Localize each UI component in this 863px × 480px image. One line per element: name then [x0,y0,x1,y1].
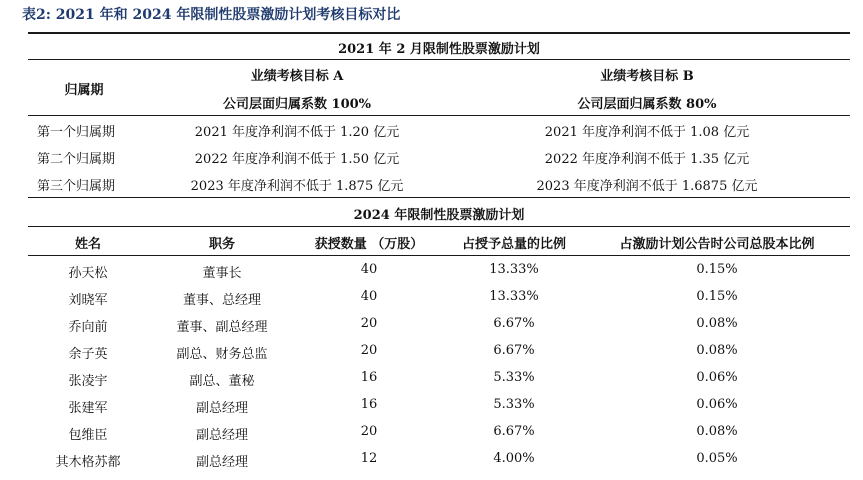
quantity-cell: 20 [360,316,378,331]
table-caption: 表2: 2021 年和 2024 年限制性股票激励计划考核目标对比 [22,7,401,23]
name-cell: 孙天松 [68,266,108,281]
grant-ratio-cell: 6.67% [493,343,535,358]
name-cell: 张凌宇 [68,374,108,389]
grant-ratio-cell: 13.33% [489,262,539,277]
role-cell: 副总经理 [195,455,249,470]
grant-ratio-cell: 5.33% [493,370,535,385]
rule-under-plan2024-title [28,226,850,227]
period-header: 归属期 [64,83,104,98]
total-share-ratio-cell: 0.15% [696,262,738,277]
name-cell: 其木格苏都 [55,455,121,470]
target-b-subheader: 公司层面归属系数 80% [577,97,717,112]
grant-ratio-cell: 13.33% [489,289,539,304]
top-rule [28,32,850,34]
role-cell: 副总经理 [195,428,249,443]
rule-under-plan2021-title [28,59,850,60]
period-cell: 第二个归属期 [37,152,116,167]
name-cell: 余子英 [68,347,108,362]
target-a-header: 业绩考核目标 A [250,69,344,84]
target-b-cell: 2022 年度净利润不低于 1.35 亿元 [544,152,750,167]
role-cell: 董事、副总经理 [176,320,268,335]
col-header-grant-ratio: 占授予总量的比例 [461,237,567,252]
quantity-cell: 20 [360,424,378,439]
total-share-ratio-cell: 0.05% [696,451,738,466]
role-cell: 副总经理 [195,401,249,416]
target-a-cell: 2022 年度净利润不低于 1.50 亿元 [194,152,400,167]
plan2021-title: 2021 年 2 月限制性股票激励计划 [338,42,540,57]
target-a-cell: 2023 年度净利润不低于 1.875 亿元 [190,179,404,194]
grant-ratio-cell: 5.33% [493,397,535,412]
period-cell: 第一个归属期 [37,125,116,140]
quantity-cell: 20 [360,343,378,358]
col-header-role: 职务 [208,237,236,252]
rule-above-plan2024-title [28,197,850,198]
quantity-cell: 40 [360,262,378,277]
grant-ratio-cell: 6.67% [493,316,535,331]
role-cell: 董事、总经理 [182,293,262,308]
name-cell: 张建军 [68,401,108,416]
quantity-cell: 16 [360,397,378,412]
grant-ratio-cell: 6.67% [493,424,535,439]
quantity-cell: 12 [360,451,378,466]
target-a-cell: 2021 年度净利润不低于 1.20 亿元 [194,125,400,140]
grant-ratio-cell: 4.00% [493,451,535,466]
col-header-quantity: 获授数量 （万股） [314,237,424,252]
quantity-cell: 40 [360,289,378,304]
quantity-cell: 16 [360,370,378,385]
total-share-ratio-cell: 0.15% [696,289,738,304]
total-share-ratio-cell: 0.08% [696,316,738,331]
total-share-ratio-cell: 0.08% [696,424,738,439]
name-cell: 乔向前 [68,320,108,335]
period-cell: 第三个归属期 [37,179,116,194]
role-cell: 董事长 [202,266,242,281]
rule-under-plan2024-header [28,255,850,256]
name-cell: 刘晓军 [68,293,108,308]
role-cell: 副总、财务总监 [176,347,268,362]
total-share-ratio-cell: 0.08% [696,343,738,358]
role-cell: 副总、董秘 [189,374,255,389]
total-share-ratio-cell: 0.06% [696,397,738,412]
name-cell: 包维臣 [68,428,108,443]
target-b-cell: 2021 年度净利润不低于 1.08 亿元 [544,125,750,140]
total-share-ratio-cell: 0.06% [696,370,738,385]
target-b-header: 业绩考核目标 B [600,69,694,84]
target-b-cell: 2023 年度净利润不低于 1.6875 亿元 [536,179,758,194]
plan2024-title: 2024 年限制性股票激励计划 [353,208,525,223]
col-header-total-share-ratio: 占激励计划公告时公司总股本比例 [619,237,815,252]
rule-under-plan2021-header [28,115,850,116]
col-header-name: 姓名 [74,237,102,252]
target-a-subheader: 公司层面归属系数 100% [222,97,372,112]
